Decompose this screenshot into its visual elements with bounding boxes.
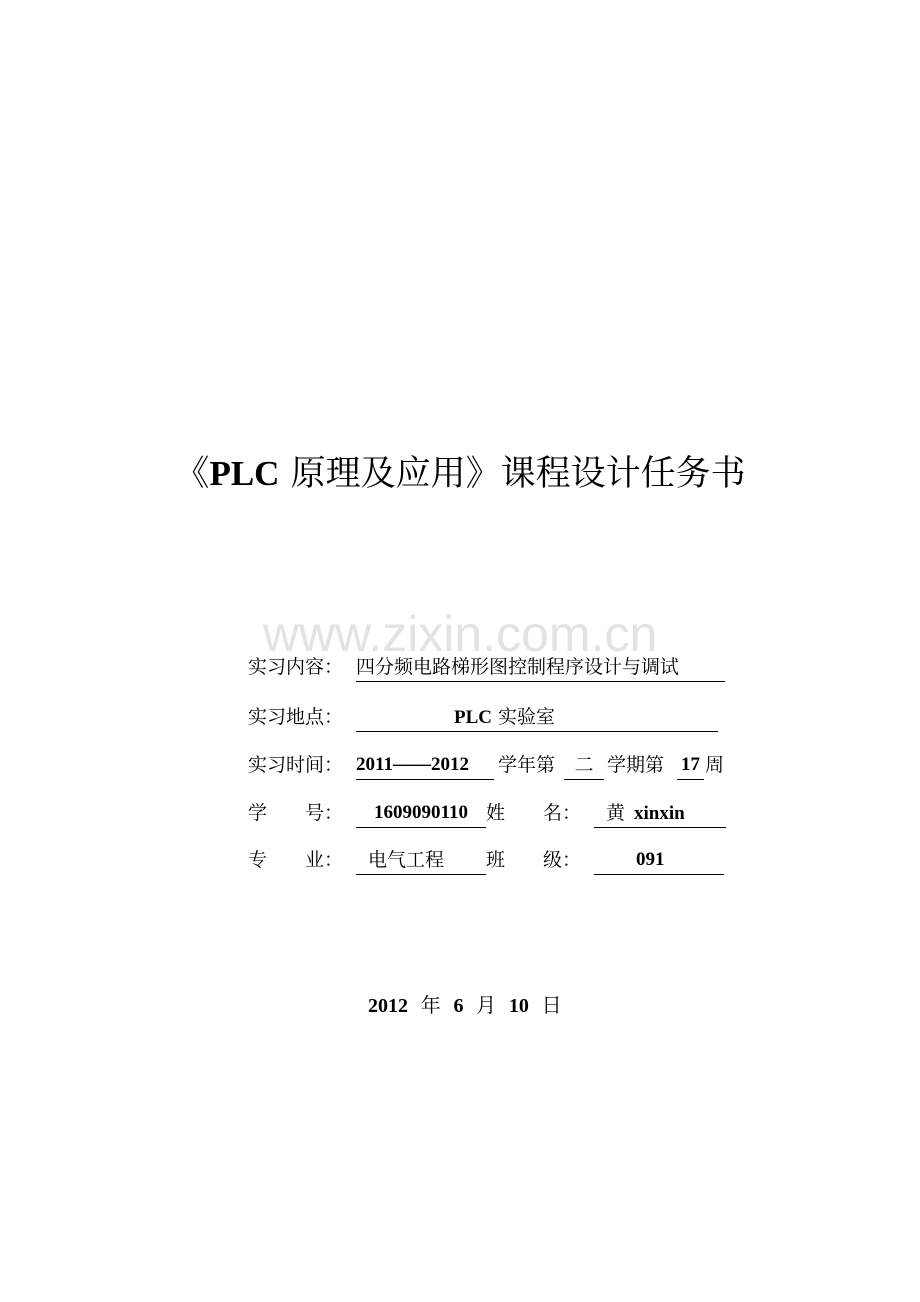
value-location-latin: PLC (454, 707, 492, 728)
title-latin: PLC (209, 454, 280, 493)
label-time: 实习时间： (248, 754, 344, 776)
title-open-mark: 《 (174, 454, 210, 494)
text-xueqi: 学期第 (607, 754, 665, 776)
text-zhou: 周 (705, 754, 725, 776)
document-date (368, 990, 562, 1021)
label-class: 班 级： (486, 849, 582, 871)
value-name-latin: xinxin (634, 803, 685, 824)
value-name-cn: 黄 (606, 802, 626, 824)
label-location: 实习地点： (248, 706, 344, 728)
label-major: 专 业： (248, 849, 344, 871)
date-day-char: 日 (541, 993, 562, 1017)
date-month: 6 (453, 995, 464, 1017)
value-class: 091 (594, 845, 724, 875)
value-location (356, 702, 718, 732)
value-semester: 二 (564, 750, 604, 780)
date-year: 2012 (368, 995, 408, 1017)
value-location-cn: 实验室 (492, 706, 556, 728)
title-rest: 原理及应用》课程设计任务书 (279, 454, 746, 494)
label-content: 实习内容： (248, 656, 344, 678)
text-xuenian: 学年第 (498, 754, 556, 776)
value-major: 电气工程 (356, 845, 486, 875)
date-day: 10 (508, 995, 529, 1017)
document-title (0, 448, 920, 500)
date-month-char: 月 (476, 993, 497, 1017)
label-student-id: 学 号： (248, 802, 344, 824)
label-name: 姓 名： (486, 802, 582, 824)
date-year-char: 年 (420, 993, 441, 1017)
value-week: 17 (677, 750, 704, 780)
watermark: www.zixin.com.cn (262, 606, 658, 662)
value-years: 2011——2012 (356, 750, 494, 780)
value-name (594, 798, 726, 828)
value-content: 四分频电路梯形图控制程序设计与调试 (356, 652, 725, 682)
value-student-id: 1609090110 (356, 798, 486, 828)
